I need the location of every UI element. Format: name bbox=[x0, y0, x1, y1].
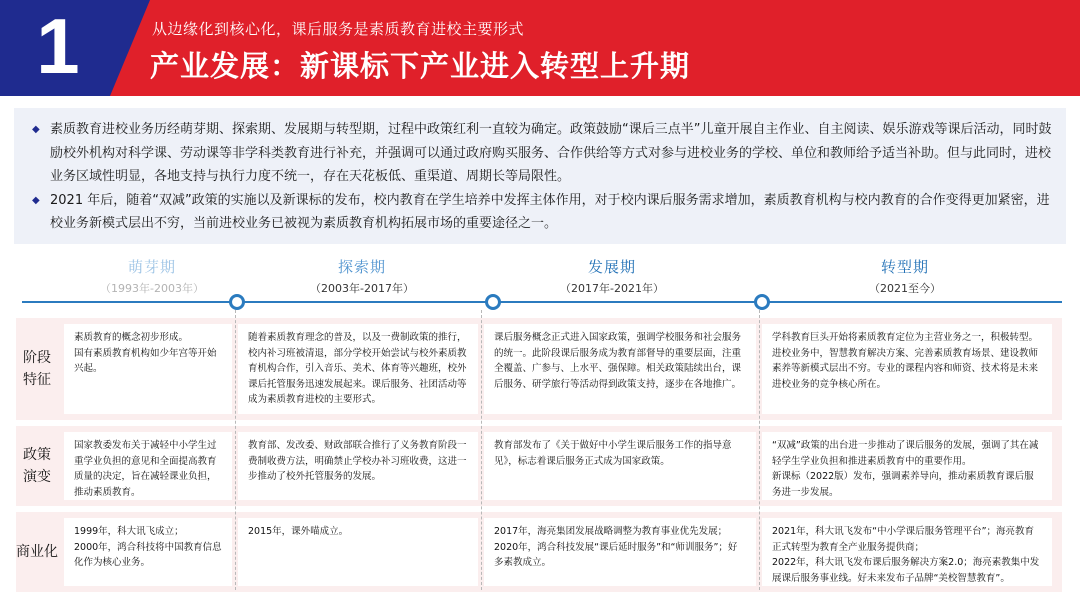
page-title: 产业发展：新课标下产业进入转型上升期 bbox=[150, 49, 691, 83]
column-divider bbox=[235, 310, 236, 590]
table-cell: 2015年，课外喵成立。 bbox=[238, 518, 478, 586]
timeline-dot bbox=[754, 294, 770, 310]
table-cell: 2021年，科大讯飞发布“中小学课后服务管理平台”；海亮教育正式转型为教育全产业服务提供商； 2022年，科大讯飞发布课后服务解决方案2.0；海亮素教集中发展课后服务事业线。好未来发布子品牌“美校智慧教育”。 bbox=[762, 518, 1052, 586]
phase-name: 萌芽期 bbox=[127, 258, 176, 276]
row-label: 政策演变 bbox=[23, 447, 51, 485]
table-cell: 课后服务概念正式进入国家政策，强调学校服务和社会服务的统一。此阶段课后服务成为教育部督导的重要层面，注重全覆盖、广参与、上水平、强保障。相关政策陆续出台，课后服务、研学旅行等活动得到政策支持，逐步在各地推广。 bbox=[484, 324, 756, 414]
table-cell: 学科教育巨头开始将素质教育定位为主营业务之一，积极转型。 进校业务中，智慧教育解决方案、完善素质教育场景、建设教师素养等新模式层出不穷。专业的课程内容和师资、技术将是未来进校业务的竞争核心所在。 bbox=[762, 324, 1052, 414]
table-cell: 国家教委发布关于减轻中小学生过重学业负担的意见和全面提高教育质量的决定，旨在减轻课业负担，推动素质教育。 bbox=[64, 432, 232, 500]
column-divider bbox=[759, 310, 760, 590]
table-cell: 2017年，海亮集团发展战略调整为教育事业优先发展； 2020年，鸿合科技发展“课后延时服务”和“师训服务”；好多素教成立。 bbox=[484, 518, 756, 586]
slide-header bbox=[0, 0, 1080, 96]
table-cell: 教育部、发改委、财政部联合推行了义务教育阶段一费制收费方法，明确禁止学校办补习班收费，这进一步推动了校外托管服务的发展。 bbox=[238, 432, 478, 500]
phase-period: （2017年-2021年） bbox=[560, 282, 664, 295]
timeline-dot bbox=[485, 294, 501, 310]
section-number: 1 bbox=[36, 2, 80, 90]
table-cell: 1999年，科大讯飞成立； 2000年，鸿合科技将中国教育信息化作为核心业务。 bbox=[64, 518, 232, 586]
header-subtitle: 从边缘化到核心化，课后服务是素质教育进校主要形式 bbox=[152, 20, 525, 38]
row-label: 阶段特征 bbox=[23, 350, 51, 388]
intro-paragraph: ◆ 素质教育进校业务历经萌芽期、探索期、发展期与转型期，过程中政策红利一直较为确定。政策鼓励“课后三点半”儿童开展自主作业、自主阅读、娱乐游戏等课后活动，同时鼓励校外机构对科学课、劳动课等非学科类教育进行补充，并强调可以通过政府购买服务、合作供给等方式对参与进校业务的学校、单位和教师给予适当补助。但与此同时，进校业务区域性明显，各地支持与执行力度不统一，存在天花板低、重渠道、周期长等局限性。 bbox=[32, 118, 1052, 189]
table-cell: “双减”政策的出台进一步推动了课后服务的发展，强调了其在减轻学生学业负担和推进素质教育中的重要作用。 新课标（2022版）发布，强调素养导向，推动素质教育课后服务进一步发展。 bbox=[762, 432, 1052, 500]
diamond-bullet-icon: ◆ bbox=[32, 194, 40, 206]
phase-name: 转型期 bbox=[880, 258, 929, 276]
row-label: 商业化 bbox=[16, 544, 58, 560]
timeline-line bbox=[22, 301, 1062, 303]
row-stage-features bbox=[16, 318, 1062, 420]
intro-box bbox=[14, 108, 1066, 244]
phase-develop bbox=[502, 256, 722, 296]
row-policy-evolution bbox=[16, 426, 1062, 506]
phase-sprout bbox=[42, 256, 262, 296]
row-commercialization bbox=[16, 512, 1062, 592]
intro-paragraph: ◆ 2021 年后，随着“双减”政策的实施以及新课标的发布，校内教育在学生培养中发挥主体作用，对于校内课后服务需求增加，素质教育机构与校内教育的合作变得更加紧密，进校业务新模式层出不穷，当前进校业务已被视为素质教育机构拓展市场的重要途径之一。 bbox=[32, 189, 1052, 236]
column-divider bbox=[481, 310, 482, 590]
phase-transform bbox=[795, 256, 1015, 296]
table-cell: 随着素质教育理念的普及，以及一费制政策的推行，校内补习班被清退，部分学校开始尝试与校外素质教育机构合作，引入音乐、美术、体育等兴趣班，校外课后托管服务迅速发展起来。课后服务、社团活动等成为素质教育进校的主要形式。 bbox=[238, 324, 478, 414]
diamond-bullet-icon: ◆ bbox=[32, 124, 40, 135]
table-cell: 素质教育的概念初步形成。 国有素质教育机构如少年宫等开始兴起。 bbox=[64, 324, 232, 414]
table-cell: 教育部发布了《关于做好中小学生课后服务工作的指导意见》，标志着课后服务正式成为国家政策。 bbox=[484, 432, 756, 500]
phase-period: （2003年-2017年） bbox=[310, 282, 414, 295]
phase-period: （1993年-2003年） bbox=[100, 282, 204, 295]
phase-explore bbox=[252, 256, 472, 296]
phase-name: 探索期 bbox=[337, 258, 386, 276]
phase-name: 发展期 bbox=[587, 258, 636, 276]
phase-period: （2021至今） bbox=[869, 282, 941, 295]
timeline-dot bbox=[229, 294, 245, 310]
